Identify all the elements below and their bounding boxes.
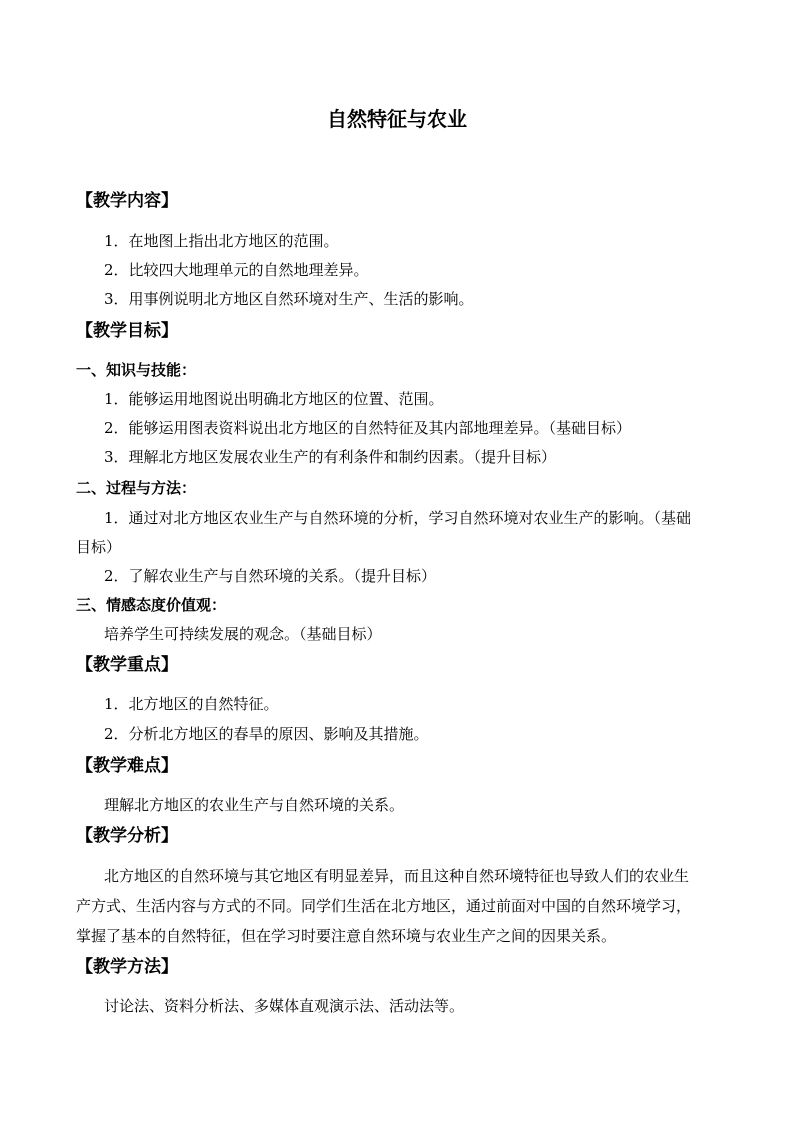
content-item-1: 1．在地图上指出北方地区的范围。 <box>104 232 339 250</box>
section-heading-analysis: 【教学分析】 <box>76 826 178 846</box>
key-point-item-1: 1．北方地区的自然特征。 <box>104 695 279 713</box>
subheading-attitude: 三、情感态度价值观： <box>76 596 227 614</box>
knowledge-item-3: 3．理解北方地区发展农业生产的有利条件和制约因素。（提升目标） <box>104 448 557 466</box>
content-item-2: 2．比较四大地理单元的自然地理差异。 <box>104 261 369 279</box>
process-item-1-line-2: 目标） <box>76 538 122 556</box>
content-item-3: 3．用事例说明北方地区自然环境对生产、生活的影响。 <box>104 290 474 308</box>
section-heading-key-points: 【教学重点】 <box>76 655 178 675</box>
section-heading-goals: 【教学目标】 <box>76 321 178 341</box>
process-item-1-line-1: 1．通过对北方地区农业生产与自然环境的分析，学习自然环境对农业生产的影响。（基础 <box>104 509 692 527</box>
section-heading-methods: 【教学方法】 <box>76 957 178 977</box>
knowledge-item-2: 2．能够运用图表资料说出北方地区的自然特征及其内部地理差异。（基础目标） <box>104 419 632 437</box>
subheading-process: 二、过程与方法： <box>76 479 197 497</box>
process-item-2: 2．了解农业生产与自然环境的关系。（提升目标） <box>104 567 437 585</box>
key-point-item-2: 2．分析北方地区的春旱的原因、影响及其措施。 <box>104 725 429 743</box>
methods-text: 讨论法、资料分析法、多媒体直观演示法、活动法等。 <box>104 997 465 1015</box>
knowledge-item-1: 1．能够运用地图说出明确北方地区的位置、范围。 <box>104 390 444 408</box>
analysis-line-3: 掌握了基本的自然特征，但在学习时要注意自然环境与农业生产之间的因果关系。 <box>76 927 617 945</box>
document-title: 自然特征与农业 <box>327 107 467 131</box>
analysis-line-1: 北方地区的自然环境与其它地区有明显差异，而且这种自然环境特征也导致人们的农业生 <box>104 867 690 885</box>
section-heading-difficulties: 【教学难点】 <box>76 756 178 776</box>
attitude-text: 培养学生可持续发展的观念。（基础目标） <box>104 625 382 643</box>
difficulties-text: 理解北方地区的农业生产与自然环境的关系。 <box>104 796 405 814</box>
subheading-knowledge: 一、知识与技能： <box>76 361 197 379</box>
analysis-line-2: 产方式、生活内容与方式的不同。同学们生活在北方地区，通过前面对中国的自然环境学习， <box>76 897 692 915</box>
section-heading-content: 【教学内容】 <box>76 191 178 211</box>
